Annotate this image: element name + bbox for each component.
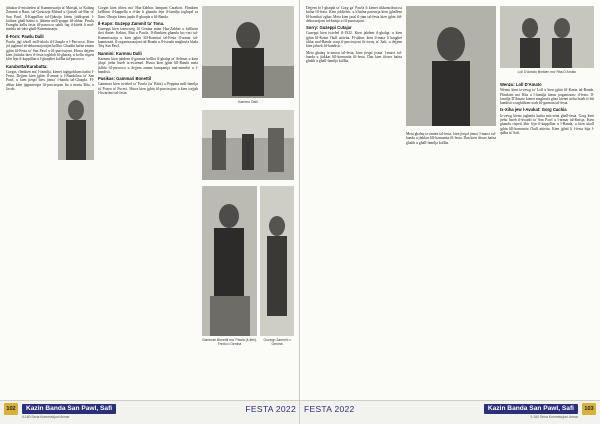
section-text: Guzeppi kien twieled fl-1922. Kien jahdem il-ghalqa, u kien jghin lil-Kazin f'kull attivita. Fl-ahhar, kien il-mara li baqghet iddur mal-Banda waqt il-purcissjoni fit-toroq ta' Safi, u dejjem kien jahseb fil-bandisti. xyxy=(306,31,402,49)
right-page xyxy=(300,0,600,424)
section-heading: Pasikas: Gammari Bonettil xyxy=(98,76,152,82)
left-footer xyxy=(0,400,300,424)
section-text: Guzeppi kien izzewweg lil Genina minn Haz-Zabbar u kellhom tlett ibniet: Kelinu, Rita u Pawla. Il-flimkien ghamlu bic-cert tal-Kummissarju u kien jghin lill-Komitat tal-Festa fl-armar tal-kannizzati, fl-organizzazzjoni tal-Banda u fl-istrada maghrufa bhala Triq San Pawl. xyxy=(98,27,198,49)
photo-caption: Gammari Bonettil ma' Pawla (it-tifel), Fredu u Genina xyxy=(202,338,257,346)
section-text: Gammari kien twieled ta' Pawla (ta' Bitta) u Peppina mill-familja ta' Pozzu ta' Fuceci. Huwa kien jghin fil-purcissjoni u kien isejjah l-kwartieri tal-festa. xyxy=(98,82,198,96)
section-text: Iz-zewg kienu jaghmlu hafna mis-sena ghall-festa. Gorg kien jiehu hsieb il-kwadri ta' San Pawl u l-armar tal-Knisja. Kien ghandu rispett kbir lejn il-kappillan u l-Banda, u kien ukoll jghin lill-komunita f'kull attivita. Kien jghid li l-festa hija l-qalba ta' Safi. xyxy=(500,113,594,135)
footer-subtitle: Il-160 Sena Kummissjoni Armar xyxy=(530,415,578,419)
section-text: Karmnu kien jahdem il-gurnata kollha fl-ghalqa ta' Selmun u kien jibqa' jiehu hsieb iz-zwiemel. Huwa kien jghin lill-Banda meta jidhlu fil-parrocca u dejjem zamm kumpanija mal-membri u l-bandisti. xyxy=(98,56,198,74)
right-column-1 xyxy=(306,6,402,396)
section-heading: Il-Forn: Pawlu Dalli xyxy=(6,33,44,39)
photo-gammari-bonettil-family xyxy=(202,186,257,336)
left-column-2 xyxy=(98,6,198,396)
page-number: 103 xyxy=(582,403,596,415)
section-heading: Sorry: Guzeppi Cutajar xyxy=(306,25,352,31)
photo-caption: Karmnu Dalli xyxy=(238,100,258,104)
photo-caption: Loll D'Amato flimkien ma' Rita D'Amato xyxy=(517,70,577,74)
right-column-3 xyxy=(500,80,594,394)
photo-karmnu-dalli xyxy=(202,6,294,98)
footer-title: Kazin Banda San Pawl, Safi xyxy=(22,404,116,414)
right-footer xyxy=(300,400,600,424)
section-text: Dejjem hi l-ghaqda ta' Gorg ga' Pawla li kienet tikkontribwixxi hafna fil-festa. Kien jiddieher, u b'hafna pacenzja kien jghallem lil-bandisti zghar. Meta kien jasal il-jum tal-festa kien jghin fid-dekorazzjoni tal-knisja u fil-purcissjoni. xyxy=(306,6,402,23)
footer-title: Kazin Banda San Pawl, Safi xyxy=(484,404,578,414)
section-text: Meta ghalaq iz-zmien tal-festa, kien jieqaf jisma' l-marci tal-banda u jfakkar lill-komunita fil-festa. Dan kien ifisser hafna ghalih u ghall-familja kollha. xyxy=(306,50,402,64)
section-text: Pawlu jigi wkoll mill-iskola il-Ghaqda u l-Parrocca. Kien jaf jaghmel id-dekorazzjonijiet kollha. Ghadda hafna zmien jghin fil-Festa ta' San Pawl u fil-purcissjoni. Huwa dejjem kien jistinka biex il-festa toghlob bl-gharaq, u kellu rispett kbir lejn il-kappillan u l-ghaqdiet kollha tal-parrocca. xyxy=(6,40,94,62)
section-text: Gorgin, flimkien ma' l-familja, kienet toghgobhom hafna l-Festa. Dejjem kien jghin fl-armar u l-Bandalora ta' San Pawl, u kien jieqaf biex jisma' l-banda tal-Ghaqda. Fl-ahhar kien jippartecipa fil-purcissjoni hu u martu Rita, u Jacob. xyxy=(6,69,94,92)
festa-label: FESTA 2022 xyxy=(245,404,296,414)
photo-street-scene xyxy=(202,110,294,180)
section-text: Wenzu kien iz-zewg ta' Loll u kien jghin fil-Kazin tal-Banda. Flimkien ma' Rita u l-familja kienu jorganizzaw il-festa. Il-familja D'Amato kienet maghrufa ghax kienet tiehu hsieb il-ftit bandisti u taghtihom xorb fil-gurnata tal-festa. xyxy=(500,88,594,106)
section-text: Gorgin kien iibiex ma' Haz-Zabbar, lampuni Carabott. Flimkien kellhom il-kappella u d-dar li ghamlu fejn il-familja toghqod sa llum. Ohrajn kienu jaqdu fl-ghaqda u fil-Banda. xyxy=(98,6,198,19)
section-text: Meta ghalaq iz-zmien tal-festa, kien jieqaf jisma' l-marci tal-banda u jfakkar lill-komunita fil-festa. Dan kien ifisser hafna ghalih u ghall-familja kollha. xyxy=(406,132,496,145)
section-heading: Karabotta/Karabutta: xyxy=(6,63,48,69)
left-column-1 xyxy=(6,6,94,396)
section-heading: Il-Kapo: Guzepp Zammit ta' Tona. xyxy=(98,20,165,26)
section-heading: Nannini: Karmnu Dalli xyxy=(98,50,142,56)
photo-gorg-cachia xyxy=(406,6,496,126)
right-column-2-lower xyxy=(406,132,496,394)
left-intro-text: jithakar il-mistieden ta' Kummissarju ta' Marsjal, ta' Kalang Zammit u Barri, tal-Gustizzja Mifsud u Qasselt tal-Mar ta' San Pawl. Il-Kappillan tal-Qdusija kienu jiddisponi l-kultura ghall-hafna u jihtiem mill-gruppi fil-ahhar. Pawlu Franghu kellu festa fil-parrocca sabih fuq il-ktiebi li mal-medda tal-idea ghall-Kummissarju. xyxy=(6,6,94,32)
section-heading: Ix-Xiha jew l-Avukat: Gorg Cachia xyxy=(500,107,567,113)
page-number: 102 xyxy=(4,403,18,415)
portrait-photo-pawlu-dalli xyxy=(58,90,94,160)
section-heading: Wenzu: Loll D'Amato xyxy=(500,82,542,87)
footer-subtitle: Il-160 Sena Kummissjoni Armar xyxy=(22,415,70,419)
photo-caption: Guzepp Zammit u Genina xyxy=(263,338,291,346)
photo-loll-damato xyxy=(500,6,594,68)
festa-label: FESTA 2022 xyxy=(304,404,355,414)
photo-guzepp-zammit xyxy=(260,186,294,336)
